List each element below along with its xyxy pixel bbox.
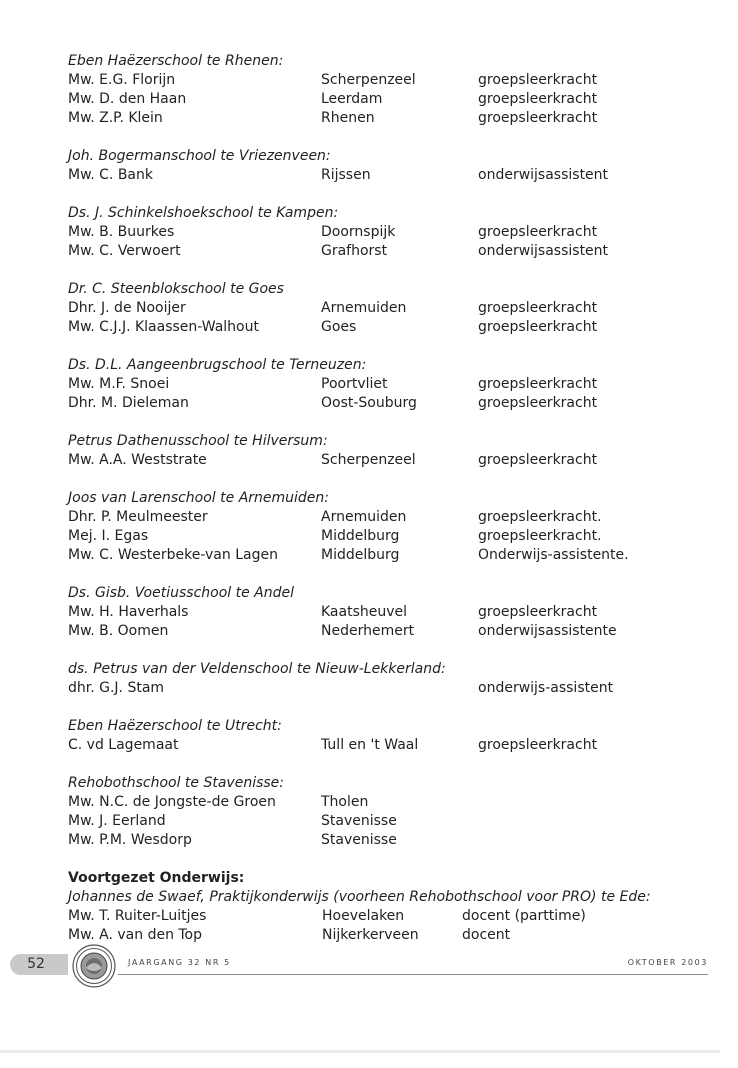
- staff-row: [68, 527, 708, 546]
- staff-name: Dhr. P. Meulmeester: [68, 509, 208, 525]
- school-section: [68, 147, 708, 185]
- staff-row: [68, 508, 708, 527]
- school-sections: [68, 52, 708, 850]
- staff-name: Mw. P.M. Wesdorp: [68, 832, 192, 848]
- footer-date: OKTOBER 2003: [627, 958, 708, 967]
- school-heading: Eben Haëzerschool te Utrecht:: [68, 718, 282, 734]
- staff-row: [68, 242, 708, 261]
- staff-place: Arnemuiden: [321, 300, 407, 316]
- staff-name: Dhr. J. de Nooijer: [68, 300, 186, 316]
- staff-row: [68, 223, 708, 242]
- voortgezet-title: Voortgezet Onderwijs:: [68, 870, 245, 886]
- staff-row: [68, 736, 708, 755]
- staff-role: groepsleerkracht: [478, 91, 598, 107]
- staff-place: Rijssen: [321, 167, 371, 183]
- staff-role: groepsleerkracht.: [478, 509, 602, 525]
- school-heading: Joos van Larenschool te Arnemuiden:: [68, 490, 330, 506]
- school-heading: Dr. C. Steenblokschool te Goes: [68, 281, 284, 297]
- school-section: [68, 717, 708, 755]
- staff-name: Mw. E.G. Florijn: [68, 72, 176, 88]
- school-section: [68, 584, 708, 641]
- staff-role: onderwijsassistent: [478, 167, 609, 183]
- staff-role: onderwijs-assistent: [478, 680, 614, 696]
- staff-name: dhr. G.J. Stam: [68, 680, 165, 696]
- staff-role: groepsleerkracht: [478, 604, 598, 620]
- staff-name: Mw. A. van den Top: [68, 927, 203, 943]
- staff-name: Mw. J. Eerland: [68, 813, 166, 829]
- staff-row: [68, 299, 708, 318]
- staff-row: [68, 109, 708, 128]
- staff-place: Doornspijk: [321, 224, 396, 240]
- staff-row: [68, 394, 708, 413]
- staff-role: onderwijsassistente: [478, 623, 617, 639]
- staff-list: [68, 52, 708, 945]
- staff-role: groepsleerkracht: [478, 395, 598, 411]
- footer-rule: [118, 974, 708, 975]
- staff-name: Mej. I. Egas: [68, 528, 149, 544]
- page-number-tab: [10, 954, 68, 975]
- staff-name: Mw. B. Buurkes: [68, 224, 175, 240]
- staff-place: Scherpenzeel: [321, 72, 416, 88]
- staff-place: Kaatsheuvel: [321, 604, 408, 620]
- staff-role: docent (parttime): [462, 908, 586, 924]
- staff-role: [478, 831, 708, 850]
- staff-role: groepsleerkracht: [478, 376, 598, 392]
- school-section: [68, 774, 708, 850]
- voortgezet-subheading: Johannes de Swaef, Praktijkonderwijs (voorheen Rehobothschool voor PRO) te Ede:: [68, 889, 651, 905]
- staff-place: Goes: [321, 319, 357, 335]
- staff-place: Tholen: [321, 794, 369, 810]
- staff-role: groepsleerkracht: [478, 72, 598, 88]
- school-heading: ds. Petrus van der Veldenschool te Nieuw-Lekkerland:: [68, 661, 446, 677]
- staff-role: groepsleerkracht: [478, 737, 598, 753]
- footer-volume: JAARGANG 32 NR 5: [128, 958, 231, 967]
- staff-name: Mw. C. Westerbeke-van Lagen: [68, 547, 278, 563]
- voortgezet-rows: [68, 907, 708, 945]
- staff-role: onderwijsassistent: [478, 243, 609, 259]
- staff-place: Arnemuiden: [321, 509, 407, 525]
- staff-row: [68, 907, 708, 926]
- school-section: [68, 204, 708, 261]
- staff-name: Mw. C. Bank: [68, 167, 153, 183]
- staff-row: [68, 622, 708, 641]
- staff-name: Mw. A.A. Weststrate: [68, 452, 207, 468]
- staff-role: groepsleerkracht: [478, 319, 598, 335]
- staff-row: [68, 71, 708, 90]
- staff-name: Mw. Z.P. Klein: [68, 110, 163, 126]
- bottom-divider: [0, 1050, 720, 1053]
- staff-row: [68, 90, 708, 109]
- staff-name: Mw. N.C. de Jongste-de Groen: [68, 794, 276, 810]
- school-section: [68, 489, 708, 565]
- school-section: [68, 660, 708, 698]
- staff-row: [68, 166, 708, 185]
- staff-row: [68, 546, 708, 565]
- staff-role: groepsleerkracht: [478, 452, 598, 468]
- staff-role: Onderwijs-assistente.: [478, 547, 629, 563]
- staff-row: [68, 812, 708, 831]
- staff-row: [68, 926, 708, 945]
- staff-name: C. vd Lagemaat: [68, 737, 179, 753]
- page-number: 52: [27, 956, 45, 972]
- staff-role: docent: [462, 927, 511, 943]
- staff-place: Stavenisse: [321, 813, 397, 829]
- staff-role: [478, 812, 708, 831]
- staff-place: Nederhemert: [321, 623, 415, 639]
- staff-row: [68, 603, 708, 622]
- staff-row: [68, 375, 708, 394]
- staff-place: Stavenisse: [321, 832, 397, 848]
- voortgezet-section: [68, 869, 708, 945]
- staff-role: groepsleerkracht: [478, 110, 598, 126]
- school-section: [68, 280, 708, 337]
- staff-place: Middelburg: [321, 547, 400, 563]
- staff-name: Dhr. M. Dieleman: [68, 395, 189, 411]
- school-heading: Eben Haëzerschool te Rhenen:: [68, 53, 284, 69]
- staff-role: groepsleerkracht: [478, 224, 598, 240]
- staff-name: Mw. T. Ruiter-Luitjes: [68, 908, 207, 924]
- staff-place: Nijkerkerveen: [322, 927, 419, 943]
- school-heading: Rehobothschool te Stavenisse:: [68, 775, 285, 791]
- staff-place: Leerdam: [321, 91, 383, 107]
- school-heading: Ds. J. Schinkelshoekschool te Kampen:: [68, 205, 339, 221]
- staff-name: Mw. M.F. Snoei: [68, 376, 170, 392]
- staff-place: Poortvliet: [321, 376, 388, 392]
- page-footer: [10, 944, 710, 1000]
- staff-row: [68, 831, 708, 850]
- school-section: [68, 52, 708, 128]
- staff-name: Mw. D. den Haan: [68, 91, 187, 107]
- school-section: [68, 356, 708, 413]
- seal-icon: [72, 944, 116, 988]
- school-heading: Ds. D.L. Aangeenbrugschool te Terneuzen:: [68, 357, 367, 373]
- staff-place: [321, 679, 478, 698]
- school-heading: Petrus Dathenusschool te Hilversum:: [68, 433, 328, 449]
- staff-place: Tull en 't Waal: [321, 737, 419, 753]
- staff-name: Mw. H. Haverhals: [68, 604, 189, 620]
- staff-name: Mw. C.J.J. Klaassen-Walhout: [68, 319, 259, 335]
- staff-row: [68, 679, 708, 698]
- staff-name: Mw. C. Verwoert: [68, 243, 181, 259]
- staff-place: Scherpenzeel: [321, 452, 416, 468]
- staff-role: [478, 793, 708, 812]
- staff-place: Hoevelaken: [322, 908, 405, 924]
- staff-name: Mw. B. Oomen: [68, 623, 169, 639]
- staff-role: groepsleerkracht: [478, 300, 598, 316]
- staff-role: groepsleerkracht.: [478, 528, 602, 544]
- staff-place: Grafhorst: [321, 243, 388, 259]
- staff-place: Rhenen: [321, 110, 375, 126]
- staff-row: [68, 793, 708, 812]
- staff-place: Oost-Souburg: [321, 395, 417, 411]
- staff-row: [68, 318, 708, 337]
- school-heading: Ds. Gisb. Voetiusschool te Andel: [68, 585, 295, 601]
- staff-row: [68, 451, 708, 470]
- school-heading: Joh. Bogermanschool te Vriezenveen:: [68, 148, 331, 164]
- school-section: [68, 432, 708, 470]
- staff-place: Middelburg: [321, 528, 400, 544]
